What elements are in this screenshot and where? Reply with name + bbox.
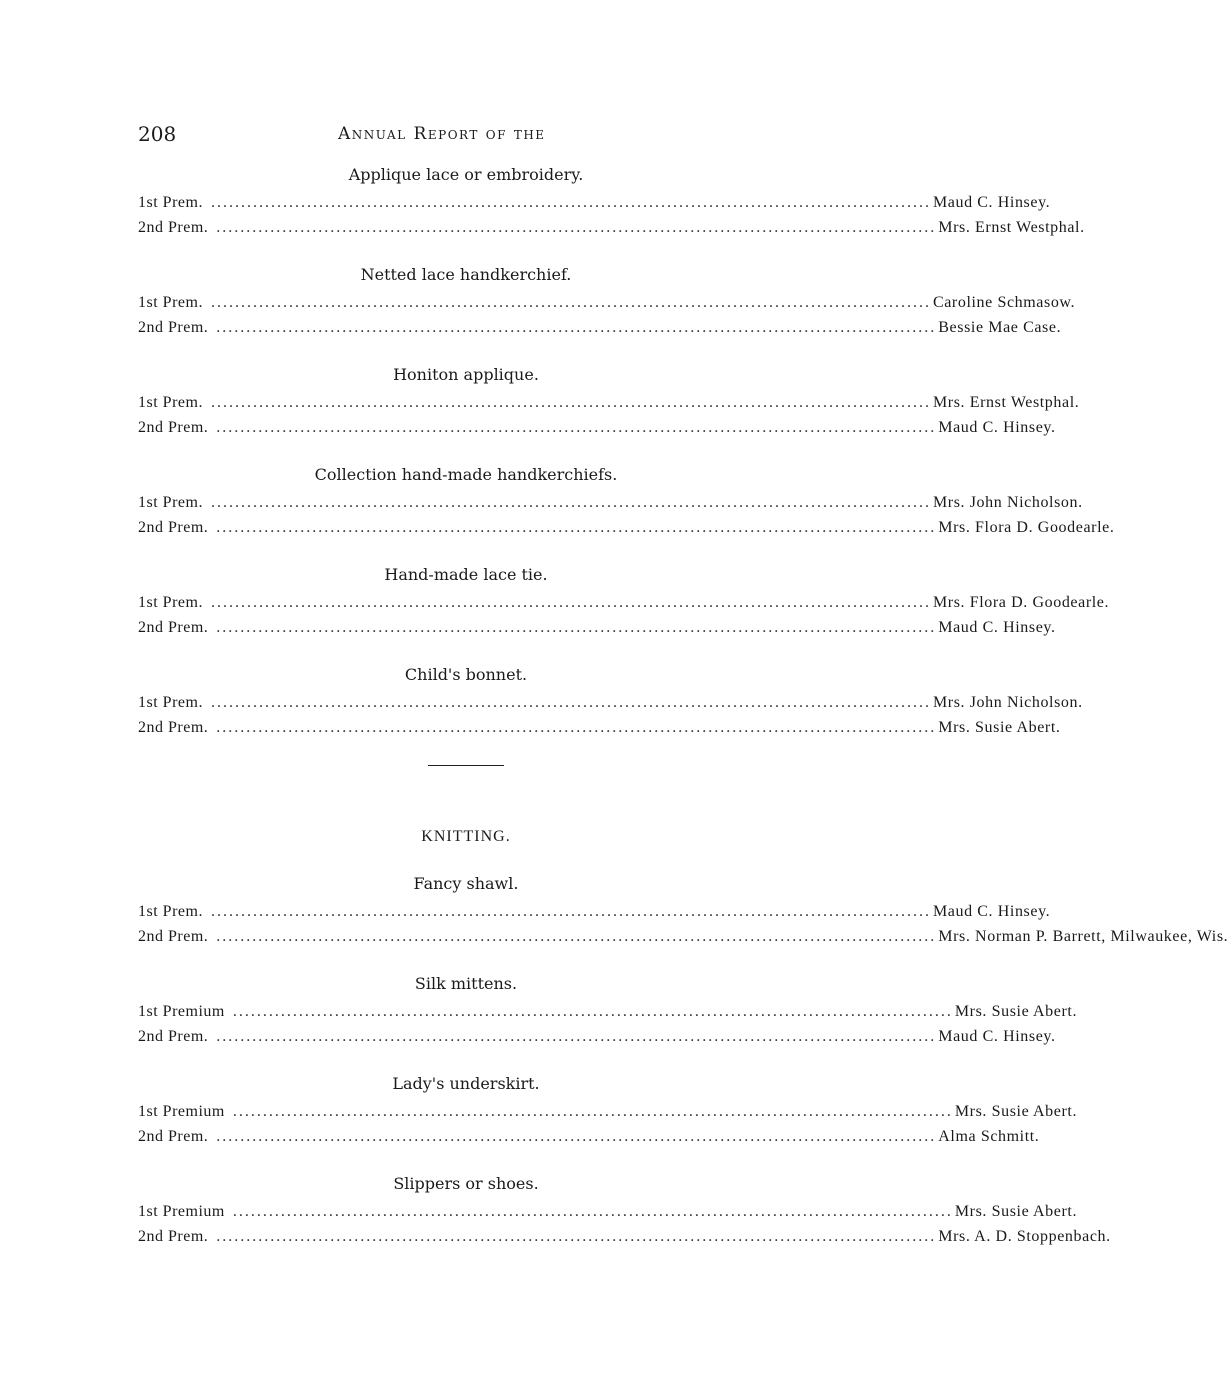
- award-entry: [138, 515, 1115, 540]
- winner-name: Mrs. Ernst Westphal.: [938, 219, 1085, 236]
- dot-leader: ........................................................................................................................: [232, 1003, 953, 1020]
- award-entry: [138, 215, 1085, 240]
- dot-leader: ........................................................................................................................: [210, 394, 931, 411]
- dot-leader: ........................................................................................................................: [216, 928, 937, 945]
- dot-leader: ........................................................................................................................: [216, 1128, 937, 1145]
- award-entry: [138, 1199, 1078, 1224]
- dot-leader: ........................................................................................................................: [216, 519, 937, 536]
- premium-label: 1st Prem.: [138, 594, 203, 611]
- winner-name: Mrs. Ernst Westphal.: [932, 394, 1080, 411]
- dot-leader: ........................................................................................................................: [232, 1203, 953, 1220]
- premium-label: 1st Prem.: [138, 394, 203, 411]
- winner-name: Maud C. Hinsey.: [932, 903, 1051, 920]
- winner-name: Caroline Schmasow.: [932, 294, 1076, 311]
- winner-name: Mrs. Norman P. Barrett, Milwaukee, Wis.: [938, 928, 1228, 945]
- winner-name: Mrs. John Nicholson.: [932, 694, 1083, 711]
- dot-leader: ........................................................................................................................: [210, 903, 931, 920]
- award-section: [138, 665, 1083, 740]
- running-head: Annual Report of the: [338, 124, 546, 144]
- section-title: Applique lace or embroidery.: [348, 165, 584, 184]
- dot-leader: ........................................................................................................................: [216, 419, 937, 436]
- section-divider-rule: [428, 765, 504, 766]
- winner-name: Mrs. John Nicholson.: [932, 494, 1083, 511]
- winner-name: Mrs. Susie Abert.: [938, 719, 1061, 736]
- winner-name: Mrs. Susie Abert.: [954, 1003, 1078, 1020]
- winner-name: Maud C. Hinsey.: [938, 619, 1056, 636]
- dot-leader: ........................................................................................................................: [216, 219, 937, 236]
- award-section: [138, 465, 1115, 540]
- award-entry: [138, 1124, 1040, 1149]
- award-entry: [138, 290, 1076, 315]
- dot-leader: ........................................................................................................................: [210, 494, 931, 511]
- dot-leader: ........................................................................................................................: [232, 1103, 953, 1120]
- premium-label: 1st Prem.: [138, 694, 203, 711]
- premium-label: 1st Prem.: [138, 294, 203, 311]
- premium-label: 2nd Prem.: [138, 319, 209, 336]
- page-body: [138, 165, 1228, 1274]
- section-title: Hand-made lace tie.: [384, 565, 548, 584]
- premium-label: 2nd Prem.: [138, 619, 209, 636]
- award-entry: [138, 715, 1061, 740]
- section-title: Netted lace handkerchief.: [360, 265, 572, 284]
- winner-name: Maud C. Hinsey.: [932, 194, 1051, 211]
- premium-label: 2nd Prem.: [138, 928, 209, 945]
- section-title: Collection hand-made handkerchiefs.: [314, 465, 618, 484]
- winner-name: Alma Schmitt.: [938, 1128, 1040, 1145]
- award-entry: [138, 1224, 1111, 1249]
- page-header: [138, 122, 788, 152]
- premium-label: 1st Premium: [138, 1003, 225, 1020]
- dot-leader: ........................................................................................................................: [216, 619, 937, 636]
- section-title: Fancy shawl.: [413, 874, 519, 893]
- award-entry: [138, 1099, 1078, 1124]
- premium-label: 2nd Prem.: [138, 419, 209, 436]
- dot-leader: ........................................................................................................................: [216, 1228, 937, 1245]
- award-section: [138, 265, 1076, 340]
- premium-label: 2nd Prem.: [138, 1128, 209, 1145]
- award-entry: [138, 390, 1080, 415]
- award-section: [138, 974, 1078, 1049]
- winner-name: Maud C. Hinsey.: [938, 419, 1056, 436]
- dot-leader: ........................................................................................................................: [216, 319, 937, 336]
- section-title: Child's bonnet.: [404, 665, 528, 684]
- dot-leader: ........................................................................................................................: [216, 1028, 937, 1045]
- award-entry: [138, 899, 1051, 924]
- premium-label: 2nd Prem.: [138, 219, 209, 236]
- dot-leader: ........................................................................................................................: [216, 719, 937, 736]
- award-entry: [138, 690, 1083, 715]
- dot-leader: ........................................................................................................................: [210, 594, 931, 611]
- section-title: Slippers or shoes.: [393, 1174, 539, 1193]
- section-title: Lady's underskirt.: [392, 1074, 540, 1093]
- premium-label: 2nd Prem.: [138, 519, 209, 536]
- section-title: Silk mittens.: [414, 974, 518, 993]
- winner-name: Mrs. Susie Abert.: [954, 1103, 1078, 1120]
- award-section: [138, 874, 1228, 949]
- award-entry: [138, 1024, 1056, 1049]
- winner-name: Maud C. Hinsey.: [938, 1028, 1056, 1045]
- award-section: [138, 565, 1110, 640]
- award-entry: [138, 615, 1056, 640]
- premium-label: 1st Prem.: [138, 494, 203, 511]
- award-section: [138, 1174, 1111, 1249]
- premium-label: 1st Prem.: [138, 903, 203, 920]
- award-entry: [138, 999, 1078, 1024]
- award-section: [138, 365, 1080, 440]
- award-section: [138, 165, 1085, 240]
- dot-leader: ........................................................................................................................: [210, 194, 931, 211]
- award-entry: [138, 924, 1228, 949]
- award-entry: [138, 590, 1110, 615]
- premium-label: 2nd Prem.: [138, 1028, 209, 1045]
- premium-label: 1st Premium: [138, 1103, 225, 1120]
- award-entry: [138, 490, 1083, 515]
- winner-name: Mrs. A. D. Stoppenbach.: [938, 1228, 1111, 1245]
- award-section: [138, 1074, 1078, 1149]
- winner-name: Mrs. Flora D. Goodearle.: [938, 519, 1115, 536]
- division-heading: KNITTING.: [421, 828, 511, 845]
- premium-label: 2nd Prem.: [138, 1228, 209, 1245]
- award-entry: [138, 190, 1051, 215]
- premium-label: 1st Premium: [138, 1203, 225, 1220]
- winner-name: Mrs. Flora D. Goodearle.: [932, 594, 1110, 611]
- award-entry: [138, 415, 1056, 440]
- dot-leader: ........................................................................................................................: [210, 294, 931, 311]
- page-number: 208: [138, 122, 177, 146]
- winner-name: Bessie Mae Case.: [938, 319, 1062, 336]
- premium-label: 1st Prem.: [138, 194, 203, 211]
- dot-leader: ........................................................................................................................: [210, 694, 931, 711]
- section-title: Honiton applique.: [393, 365, 539, 384]
- premium-label: 2nd Prem.: [138, 719, 209, 736]
- winner-name: Mrs. Susie Abert.: [954, 1203, 1078, 1220]
- award-entry: [138, 315, 1062, 340]
